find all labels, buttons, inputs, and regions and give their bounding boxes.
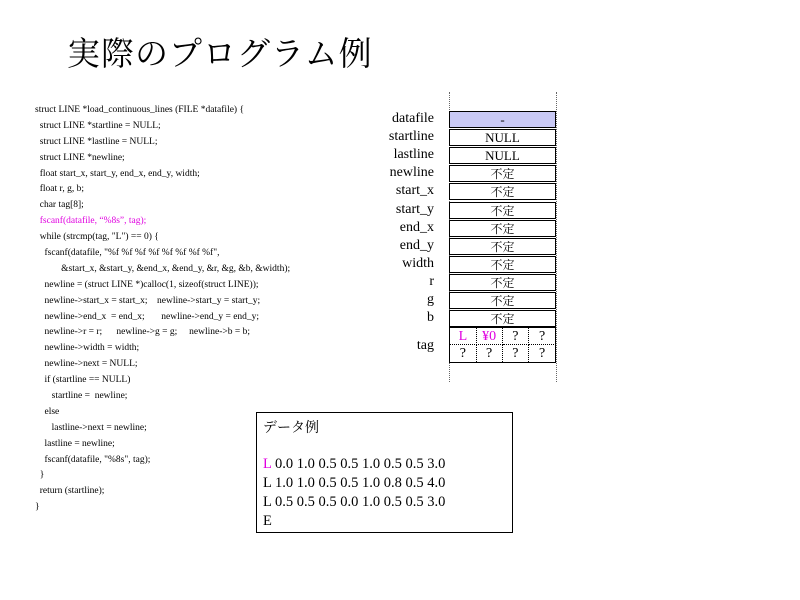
code-line: while (strcmp(tag, "L") == 0) {: [35, 232, 159, 243]
code-line: startline = newline;: [35, 391, 128, 402]
memory-row-label: startline: [388, 129, 434, 145]
memory-row-value: [449, 111, 556, 128]
memory-row-label: end_x: [399, 219, 434, 235]
tag-array: [449, 327, 556, 363]
memory-row-value: [449, 220, 556, 237]
memory-value-text: NULL: [485, 130, 520, 146]
code-line: char tag[8];: [35, 200, 84, 211]
code-line: newline = (struct LINE *)calloc(1, sizeof(struct LINE));: [35, 279, 259, 290]
tag-char-cell: ¥0: [476, 328, 503, 345]
memory-row-label: newline: [389, 165, 434, 181]
tag-char-cell: ?: [503, 328, 530, 345]
slide-title: 実際のプログラム例: [67, 34, 373, 73]
code-line: fscanf(datafile, "%f %f %f %f %f %f %f %f",: [35, 248, 220, 259]
tag-char-cell: ?: [476, 345, 503, 362]
code-line: float r, g, b;: [35, 184, 84, 195]
memory-row-value: [449, 292, 556, 309]
memory-row-label: r: [429, 273, 434, 289]
code-line: struct LINE *startline = NULL;: [35, 120, 161, 131]
code-line: struct LINE *newline;: [35, 152, 125, 163]
code-line: newline->start_x = start_x; newline->start_y = start_y;: [35, 295, 261, 306]
memory-value-text: 不定: [490, 257, 515, 272]
memory-right-guide: [556, 92, 557, 382]
memory-row-label: b: [427, 310, 434, 326]
memory-row-value: [449, 310, 556, 327]
data-example-box: [256, 412, 513, 533]
code-line: newline->width = width;: [35, 343, 140, 354]
memory-value-text: 不定: [490, 203, 515, 218]
tag-char-cell: ?: [539, 346, 546, 361]
tag-char-cell: ?: [529, 328, 556, 345]
code-line: struct LINE *lastline = NULL;: [35, 136, 158, 147]
data-line-1-tag: L: [263, 456, 272, 472]
code-line: fscanf(datafile, “%8s”, tag);: [35, 216, 147, 227]
code-line: fscanf(datafile, "%8s", tag);: [35, 454, 151, 465]
memory-row-label: start_x: [395, 183, 434, 199]
memory-row-value: [449, 274, 556, 291]
code-line: else: [35, 406, 60, 417]
code-line: &start_x, &start_y, &end_x, &end_y, &r, &g, &b, &width);: [35, 263, 291, 274]
memory-row-label: datafile: [392, 111, 434, 126]
memory-row-value: [449, 183, 556, 200]
code-line: struct LINE *load_continuous_lines (FILE *datafile) {: [35, 105, 245, 115]
memory-value-text: 不定: [490, 185, 515, 200]
memory-value-text: 不定: [490, 294, 515, 308]
memory-row-value: [449, 147, 556, 164]
memory-value-text: 不定: [490, 275, 515, 290]
code-line: newline->next = NULL;: [35, 359, 138, 370]
code-line: }: [35, 470, 45, 481]
code-line: if (startline == NULL): [35, 375, 131, 386]
tag-char-cell: ?: [450, 345, 477, 362]
data-line-4: E: [263, 513, 272, 529]
data-example-title: データ例: [263, 420, 319, 436]
memory-value-text: 不定: [490, 239, 515, 254]
memory-row-value: [449, 202, 556, 219]
data-line-1-values: 0.0 1.0 0.5 0.5 1.0 0.5 0.5 3.0: [271, 456, 446, 472]
tag-label: tag: [416, 338, 434, 353]
memory-row-value: [449, 256, 556, 273]
memory-row-label: lastline: [393, 147, 434, 163]
tag-char-cell: L: [450, 328, 477, 345]
code-line: newline->end_x = end_x; newline->end_y = end_y;: [35, 311, 260, 322]
code-line: newline->r = r; newline->g = g; newline->b = b;: [35, 327, 250, 338]
code-line: }: [35, 502, 40, 513]
data-line-2: L 1.0 1.0 0.5 0.5 1.0 0.8 0.5 4.0: [263, 475, 446, 491]
memory-value-text: 不定: [490, 221, 515, 236]
data-line-3: L 0.5 0.5 0.5 0.0 1.0 0.5 0.5 3.0: [263, 494, 446, 510]
code-line: float start_x, start_y, end_x, end_y, width;: [35, 168, 200, 179]
memory-row-value: [449, 238, 556, 255]
memory-value-text: 不定: [490, 167, 515, 182]
memory-row-value: [449, 129, 556, 146]
code-line: lastline = newline;: [35, 438, 115, 449]
data-line-1: [263, 456, 445, 473]
code-line: return (startline);: [35, 486, 105, 497]
code-line: lastline->next = newline;: [35, 422, 147, 433]
memory-row-label: width: [402, 255, 434, 271]
memory-row-value: [449, 165, 556, 182]
memory-row-label: end_y: [399, 237, 434, 253]
tag-char-cell: ?: [503, 345, 530, 362]
memory-row-label: start_y: [395, 201, 434, 217]
memory-value-text: NULL: [485, 148, 520, 164]
memory-left-guide: [449, 92, 450, 382]
memory-value-text: 不定: [490, 312, 515, 327]
memory-value-text: -: [500, 112, 505, 127]
memory-row-label: g: [427, 292, 434, 307]
